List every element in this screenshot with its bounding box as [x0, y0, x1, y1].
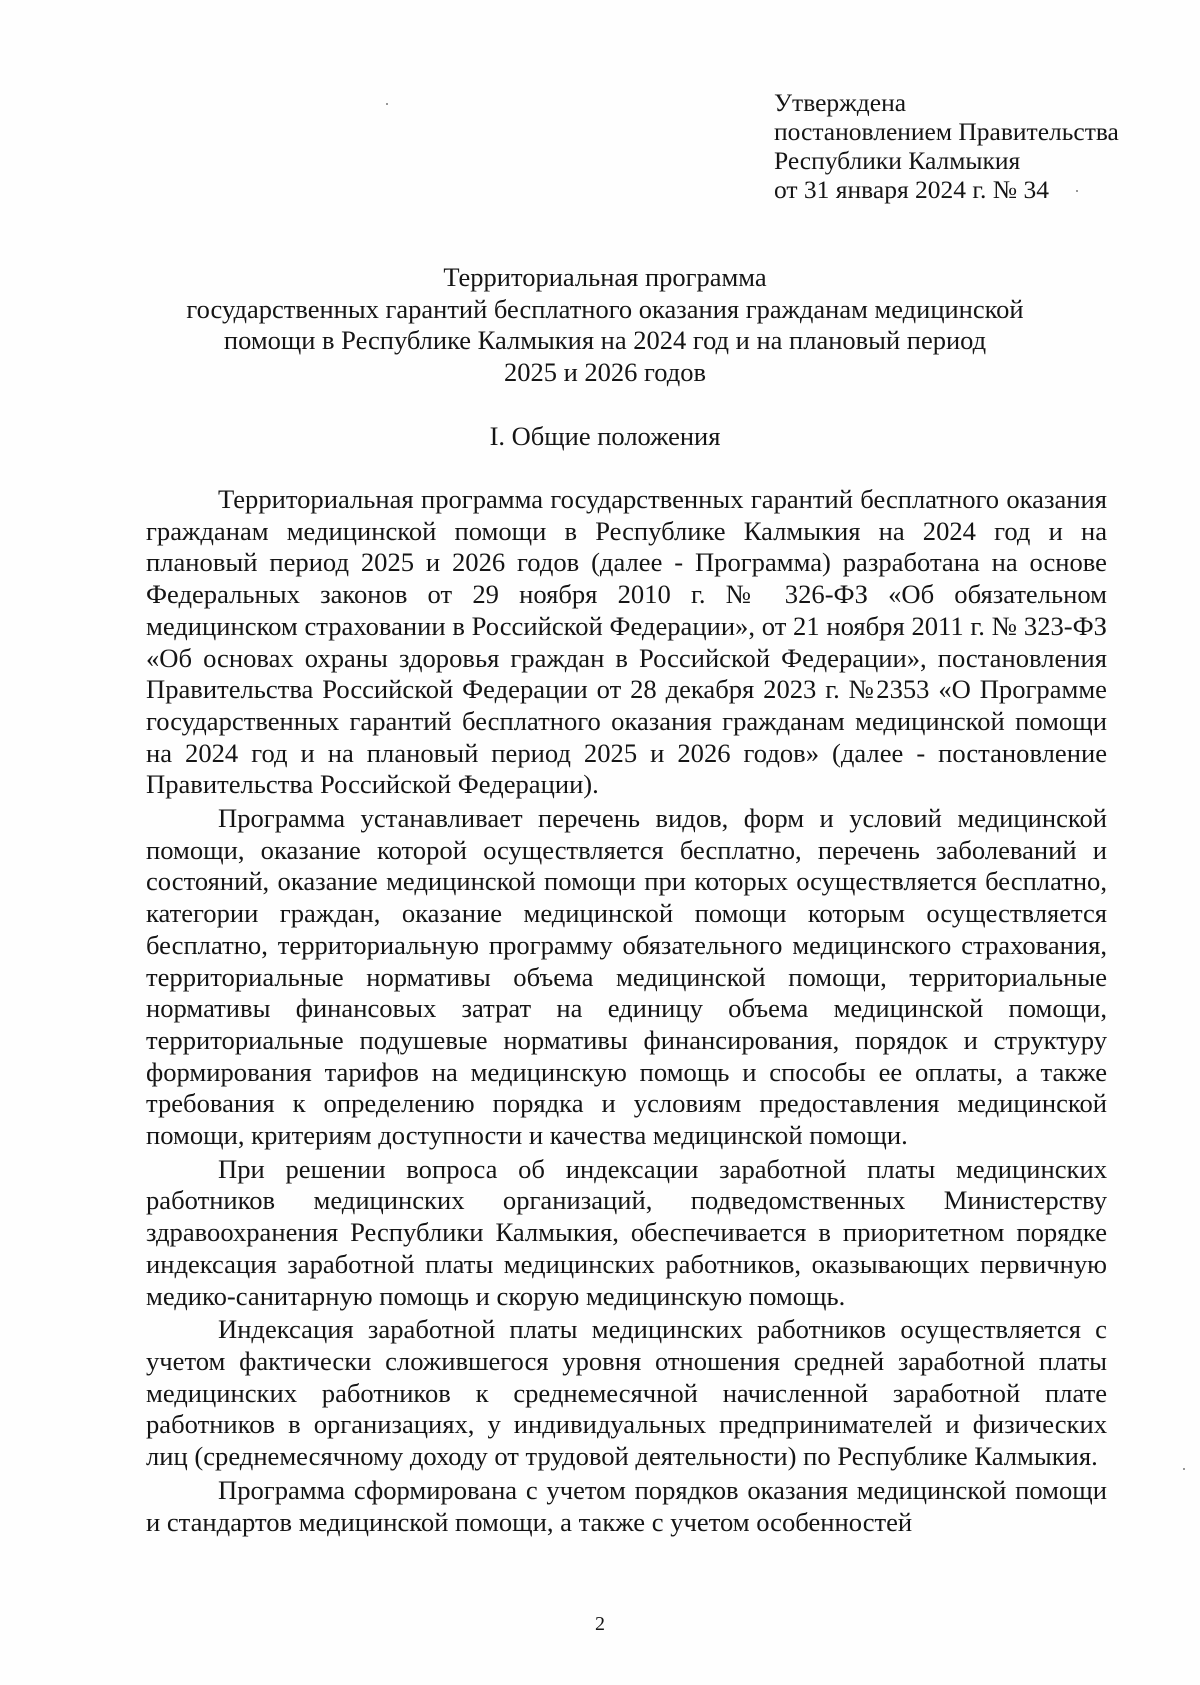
- paragraph: Программа сформирована с учетом порядков оказания медицинской помощи и стандартов медицинской помощи, а также с учетом особенностей: [146, 1474, 1107, 1537]
- title-line-2: государственных гарантий бесплатного оказания гражданам медицинской: [186, 293, 1024, 324]
- body-text: [146, 484, 1107, 1538]
- scan-speck: [386, 103, 388, 105]
- paragraph: Программа устанавливает перечень видов, форм и условий медицинской помощи, оказание которой осуществляется бесплатно, перечень заболеваний и состояний, оказание медицинской помощи при которых осуществляется бесплатно, категории граждан, оказание медицинской помощи которым осуществляется бесплатно, территориальную программу обязательного медицинского страхования, территориальные нормативы объема медицинской помощи, территориальные нормативы финансовых затрат на единицу объема медицинской помощи, территориальные подушевые нормативы финансирования, порядок и структуру формирования тарифов на медицинскую помощь и способы ее оплаты, а также требования к определению порядка и условиям предоставления медицинской помощи, критериям доступности и качества медицинской помощи.: [146, 803, 1107, 1151]
- approval-line-2: постановлением Правительства: [774, 117, 1119, 146]
- title-line-4: 2025 и 2026 годов: [504, 356, 706, 387]
- paragraph: При решении вопроса об индексации заработной платы медицинских работников медицинских организаций, подведомственных Министерству здравоохранения Республики Калмыкия, обеспечивается в приоритетном порядке индексация заработной платы медицинских работников, оказывающих первичную медико-санитарную помощь и скорую медицинскую помощь.: [146, 1153, 1107, 1311]
- document-title: [150, 262, 1060, 388]
- approval-line-4: от 31 января 2024 г. № 34: [774, 175, 1049, 204]
- approval-line-1: Утверждена: [774, 88, 907, 117]
- title-line-3: помощи в Республике Калмыкия на 2024 год и на плановый период: [223, 325, 987, 355]
- paragraph: Территориальная программа государственных гарантий бесплатного оказания гражданам медицинской помощи в Республике Калмыкия на 2024 год и на плановый период 2025 и 2026 годов (далее - Программа) разработана на основе Федеральных законов от 29 ноября 2010 г. № 326-ФЗ «Об обязательном медицинском страховании в Российской Федерации», от 21 ноября 2011 г. № 323-ФЗ «Об основах охраны здоровья граждан в Российской Федерации», постановления Правительства Российской Федерации от 28 декабря 2023 г. №2353 «О Программе государственных гарантий бесплатного оказания гражданам медицинской помощи на 2024 год и на плановый период 2025 и 2026 годов» (далее - постановление Правительства Российской Федерации).: [146, 484, 1107, 800]
- approval-line-3: Республики Калмыкия: [774, 146, 1021, 175]
- section-heading: I. Общие положения: [489, 421, 721, 451]
- page-number: 2: [595, 1613, 605, 1635]
- paragraph: Индексация заработной платы медицинских работников осуществляется с учетом фактически сложившегося уровня отношения средней заработной платы медицинских работников к среднемесячной начисленной заработной плате работников в организациях, у индивидуальных предпринимателей и физических лиц (среднемесячному доходу от трудовой деятельности) по Республике Калмыкия.: [146, 1314, 1107, 1472]
- scan-speck: [1076, 190, 1078, 192]
- approval-block: [774, 88, 1119, 204]
- scan-speck: [1183, 1468, 1185, 1470]
- title-line-1: Территориальная программа: [443, 262, 767, 292]
